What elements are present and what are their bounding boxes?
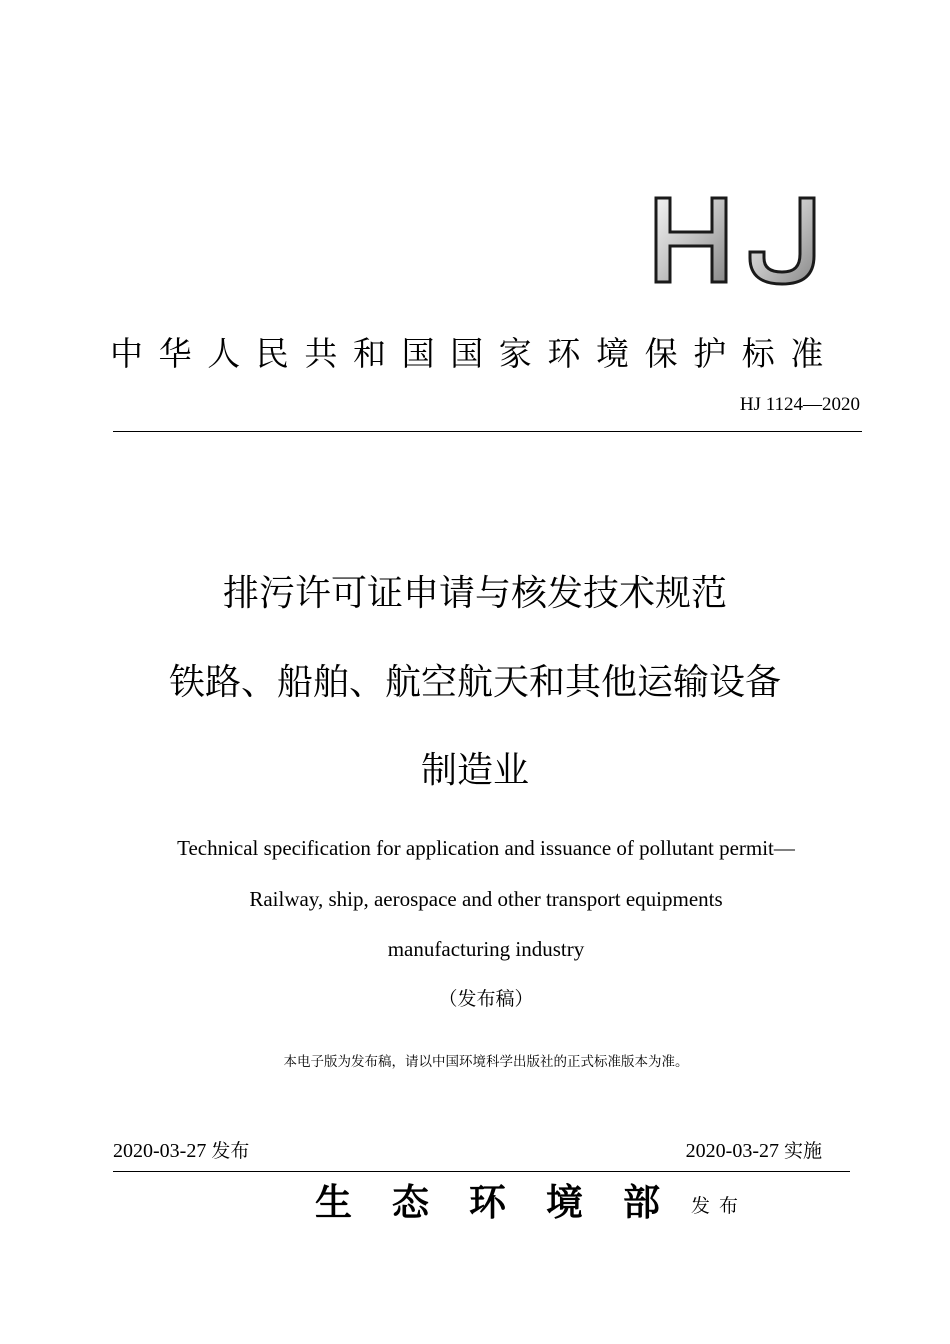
title-en-line-1: Technical specification for application and issuance of pollutant permit— bbox=[177, 836, 795, 860]
logo-letter-j bbox=[750, 198, 814, 284]
hj-logo bbox=[650, 192, 820, 288]
title-cn-line-3: 制造业 bbox=[420, 750, 529, 791]
publish-word: 发布 bbox=[691, 1195, 748, 1217]
title-en-line-3: manufacturing industry bbox=[387, 937, 585, 961]
edition-notice: 本电子版为发布稿，请以中国环境科学出版社的正式标准版本为准。 bbox=[283, 1054, 689, 1070]
issue-date-value: 2020-03-27 bbox=[113, 1140, 207, 1162]
standard-category-title: 中华人民共和国国家环境保护标准 bbox=[110, 334, 839, 373]
issue-date bbox=[113, 1137, 249, 1165]
implement-date-value: 2020-03-27 bbox=[685, 1140, 779, 1162]
title-cn-line-1: 排污许可证申请与核发技术规范 bbox=[222, 573, 727, 614]
logo-letter-h bbox=[656, 198, 726, 282]
publisher-name: 生态环境部 bbox=[315, 1180, 700, 1224]
standard-code: HJ 1124—2020 bbox=[739, 394, 860, 415]
title-cn-line-2: 铁路、船舶、航空航天和其他运输设备 bbox=[168, 662, 781, 703]
draft-label: （发布稿） bbox=[438, 988, 534, 1010]
title-en-line-2: Railway, ship, aerospace and other transport equipments bbox=[249, 887, 723, 911]
issue-date-label: 发布 bbox=[211, 1140, 250, 1162]
footer-divider bbox=[113, 1171, 850, 1172]
implement-date-label: 实施 bbox=[783, 1140, 822, 1162]
implement-date bbox=[686, 1137, 822, 1165]
header-divider bbox=[113, 431, 862, 432]
